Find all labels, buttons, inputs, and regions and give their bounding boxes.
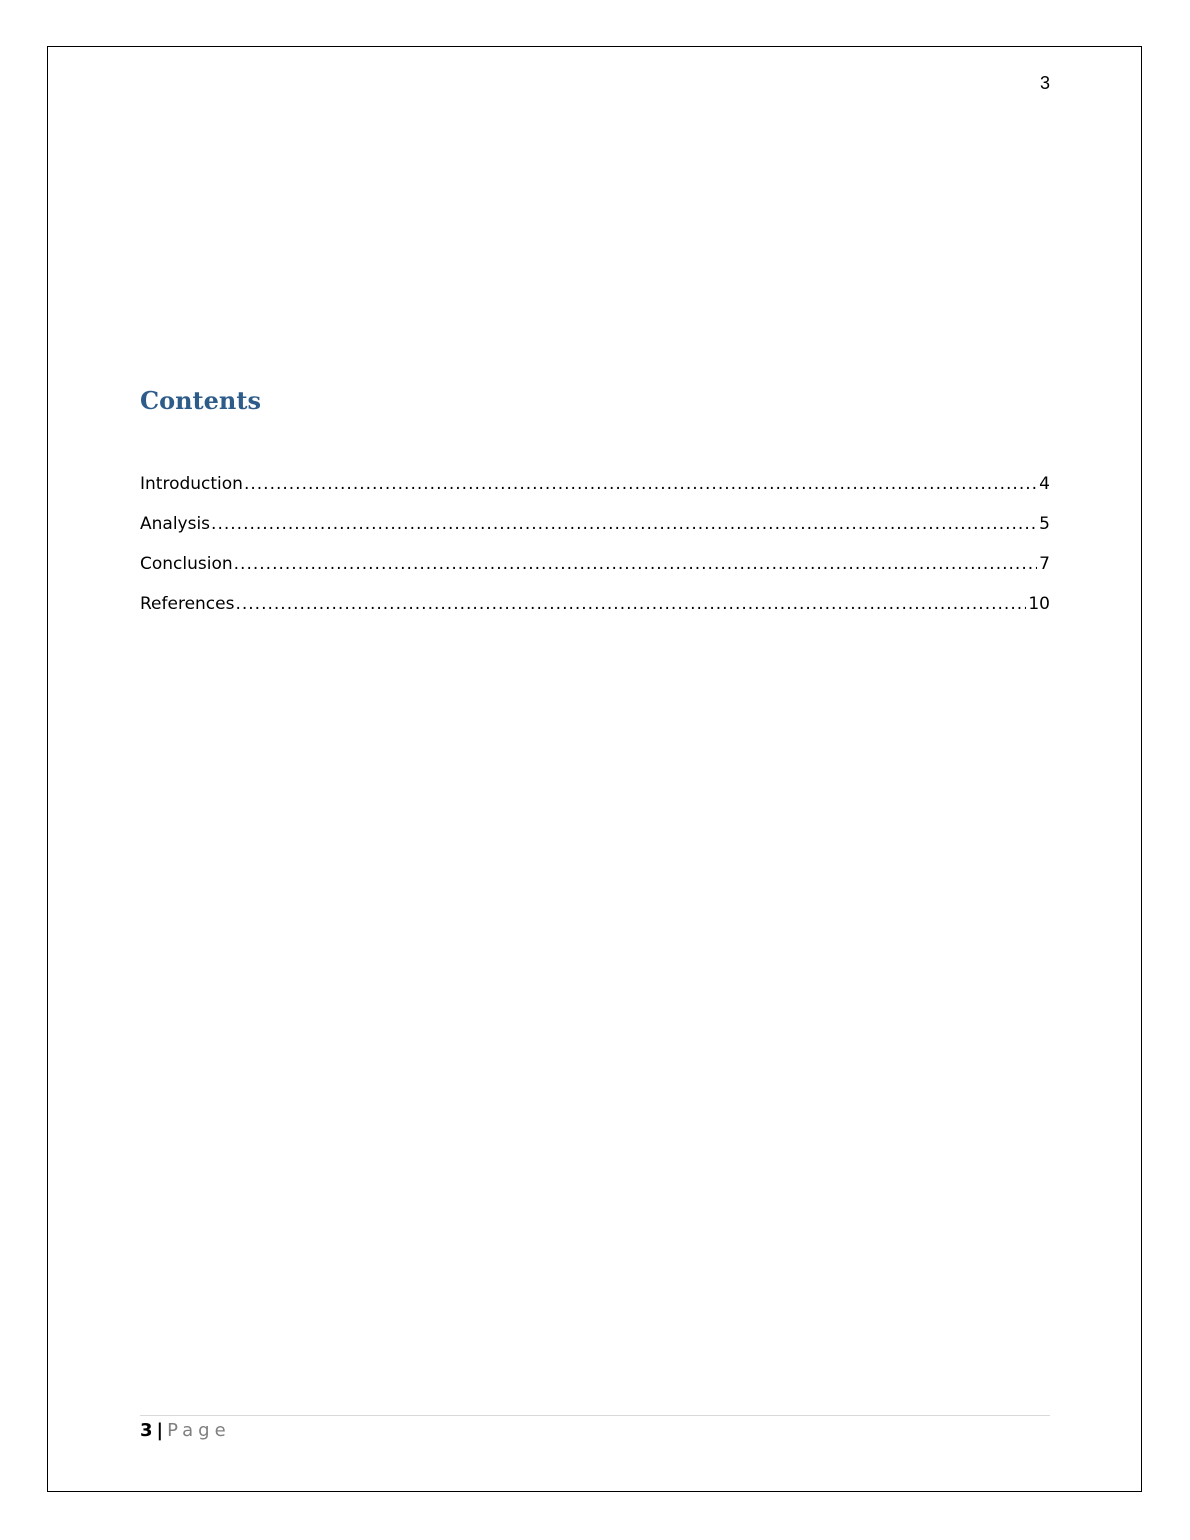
footer	[140, 1420, 231, 1441]
footer-separator: |	[156, 1420, 164, 1441]
toc-entry-page: 5	[1039, 514, 1050, 534]
footer-divider	[140, 1415, 1050, 1416]
toc-entry-title: Analysis	[140, 514, 211, 534]
toc-entry-title: Introduction	[140, 474, 243, 494]
toc-entry-introduction[interactable]	[140, 474, 1050, 514]
table-of-contents	[140, 474, 1050, 634]
toc-entry-references[interactable]	[140, 594, 1050, 634]
toc-leader-dots	[234, 554, 1038, 574]
toc-entry-conclusion[interactable]	[140, 554, 1050, 594]
footer-page-number: 3	[140, 1420, 153, 1441]
toc-heading: Contents	[140, 386, 261, 415]
page-border	[47, 46, 1142, 1492]
footer-page-label: Page	[167, 1420, 231, 1441]
toc-entry-page: 7	[1039, 554, 1050, 574]
toc-leader-dots	[211, 514, 1037, 534]
toc-entry-title: References	[140, 594, 235, 614]
toc-entry-analysis[interactable]	[140, 514, 1050, 554]
toc-leader-dots	[235, 594, 1026, 614]
toc-entry-page: 4	[1039, 474, 1050, 494]
toc-entry-title: Conclusion	[140, 554, 233, 574]
toc-entry-page: 10	[1028, 594, 1050, 614]
header-page-number: 3	[1039, 73, 1050, 93]
toc-leader-dots	[244, 474, 1037, 494]
